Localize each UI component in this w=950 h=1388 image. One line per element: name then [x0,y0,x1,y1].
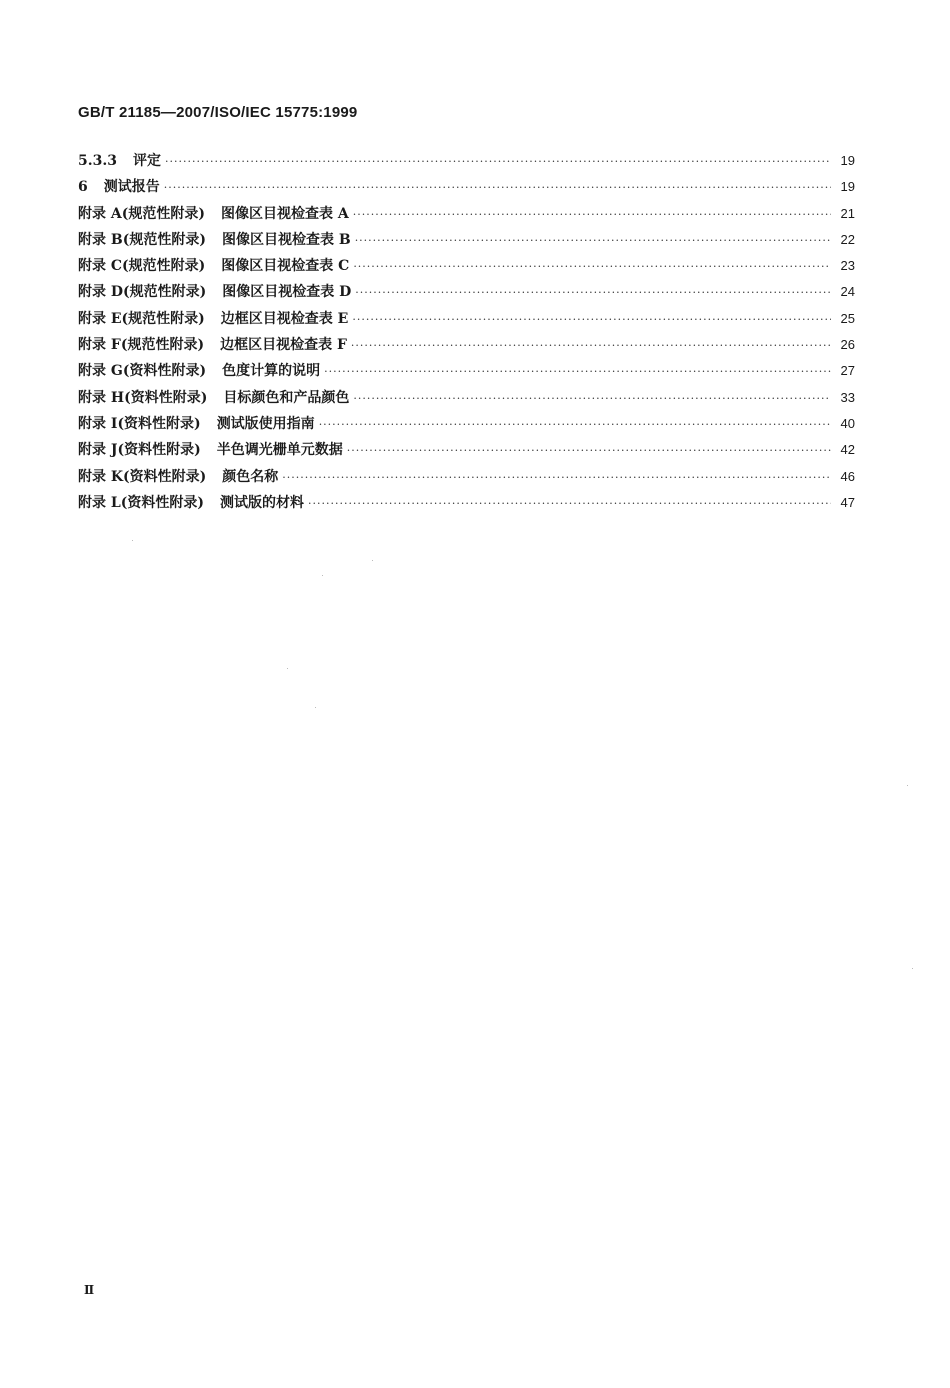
dot-leader [355,234,831,247]
toc-entry-annex-type: (规范性附录) [120,337,205,354]
toc-entry[interactable] [78,334,855,360]
scan-speck [912,968,913,969]
toc-entry-annex: 附录 H [78,389,125,406]
dot-leader [351,339,831,352]
toc-entry-title: 图像区目视检查表 D [222,284,352,301]
dot-leader [353,208,831,221]
toc-entry-title: 颜色名称 [222,468,279,485]
toc-entry-annex: 附录 D [78,284,124,301]
toc-entry-title: 测试报告 [103,179,160,196]
toc-entry-annex-type: (资料性附录) [117,415,201,432]
toc-entry-page: 26 [840,337,855,353]
toc-entry[interactable] [78,176,855,202]
toc-entry-number: 6 [78,179,88,196]
dot-leader [319,418,831,431]
toc-entry-annex-type: (资料性附录) [117,442,201,459]
toc-entry-page: 21 [840,205,855,221]
toc-entry-number: 5.3.3 [78,153,117,169]
toc-entry-page: 19 [840,179,855,195]
toc-entry-title: 目标颜色和产品颜色 [223,389,350,406]
toc-entry-annex: 附录 K [78,468,124,485]
toc-entry-annex: 附录 F [78,337,121,354]
toc-entry-title: 边框区目视检查表 F [220,337,347,354]
toc-entry-annex-type: (规范性附录) [122,231,206,248]
toc-entry-page: 24 [840,284,855,300]
toc-entry[interactable] [78,150,855,176]
dot-leader [347,444,831,457]
toc-entry[interactable] [78,492,855,518]
toc-entry-page: 27 [840,363,855,379]
toc-entry-title: 边框区目视检查表 E [220,310,349,327]
dot-leader [355,286,831,299]
scan-speck [287,668,288,669]
toc-entry-title: 测试版的材料 [219,494,304,511]
standard-header: GB/T 21185—2007/ISO/IEC 15775:1999 [78,104,358,121]
dot-leader [165,155,831,168]
toc-entry-title: 评定 [132,153,161,169]
toc-entry-annex: 附录 G [78,363,123,380]
toc-entry-annex: 附录 I [78,415,118,432]
toc-entry-annex: 附录 B [78,231,123,248]
table-of-contents [78,150,855,518]
toc-entry[interactable] [78,308,855,334]
toc-entry-page: 33 [840,389,855,405]
toc-entry-page: 40 [840,415,855,431]
toc-entry-annex-type: (规范性附录) [122,258,206,275]
dot-leader [282,471,831,484]
toc-entry-title: 图像区目视检查表 B [221,231,351,248]
toc-entry-annex: 附录 A [78,205,122,222]
toc-entry-annex-type: (规范性附录) [121,310,205,327]
toc-entry-annex-type: (资料性附录) [122,363,207,380]
toc-entry[interactable] [78,466,855,492]
toc-entry-page: 22 [840,231,855,247]
page-number: Ⅱ [84,1283,95,1297]
toc-entry-annex-type: (规范性附录) [121,205,205,222]
toc-entry-annex-type: (规范性附录) [123,284,207,301]
toc-entry-annex-type: (资料性附录) [120,494,204,511]
toc-entry-title: 半色调光栅单元数据 [216,442,343,459]
scan-speck [372,560,373,561]
toc-entry-title: 图像区目视检查表 C [221,258,350,275]
toc-entry[interactable] [78,360,855,386]
toc-entry-annex: 附录 C [78,258,123,275]
toc-entry-annex: 附录 L [78,494,121,511]
toc-entry-annex: 附录 E [78,310,122,327]
dot-leader [308,497,831,510]
dot-leader [353,260,831,273]
toc-entry-title: 测试版使用指南 [216,415,315,432]
toc-entry-page: 25 [840,310,855,326]
toc-entry[interactable] [78,281,855,307]
toc-entry-page: 19 [840,153,855,168]
toc-entry[interactable] [78,387,855,413]
toc-entry-annex-type: (资料性附录) [124,389,208,406]
toc-entry[interactable] [78,255,855,281]
dot-leader [352,313,831,326]
scan-speck [322,575,323,576]
toc-entry[interactable] [78,439,855,465]
scan-speck [315,707,316,708]
dot-leader [324,365,831,378]
toc-entry[interactable] [78,203,855,229]
scan-speck [907,785,908,786]
toc-entry-annex-type: (资料性附录) [123,468,207,485]
toc-entry-page: 23 [840,258,855,274]
toc-entry-page: 42 [840,442,855,458]
toc-entry[interactable] [78,413,855,439]
dot-leader [353,392,831,405]
scan-speck [132,540,133,541]
toc-entry-title: 图像区目视检查表 A [221,205,349,222]
toc-entry-annex: 附录 J [78,442,118,459]
toc-entry-page: 46 [840,468,855,484]
toc-entry-page: 47 [840,494,855,510]
toc-entry-title: 色度计算的说明 [222,363,321,380]
dot-leader [164,181,831,194]
toc-entry[interactable] [78,229,855,255]
